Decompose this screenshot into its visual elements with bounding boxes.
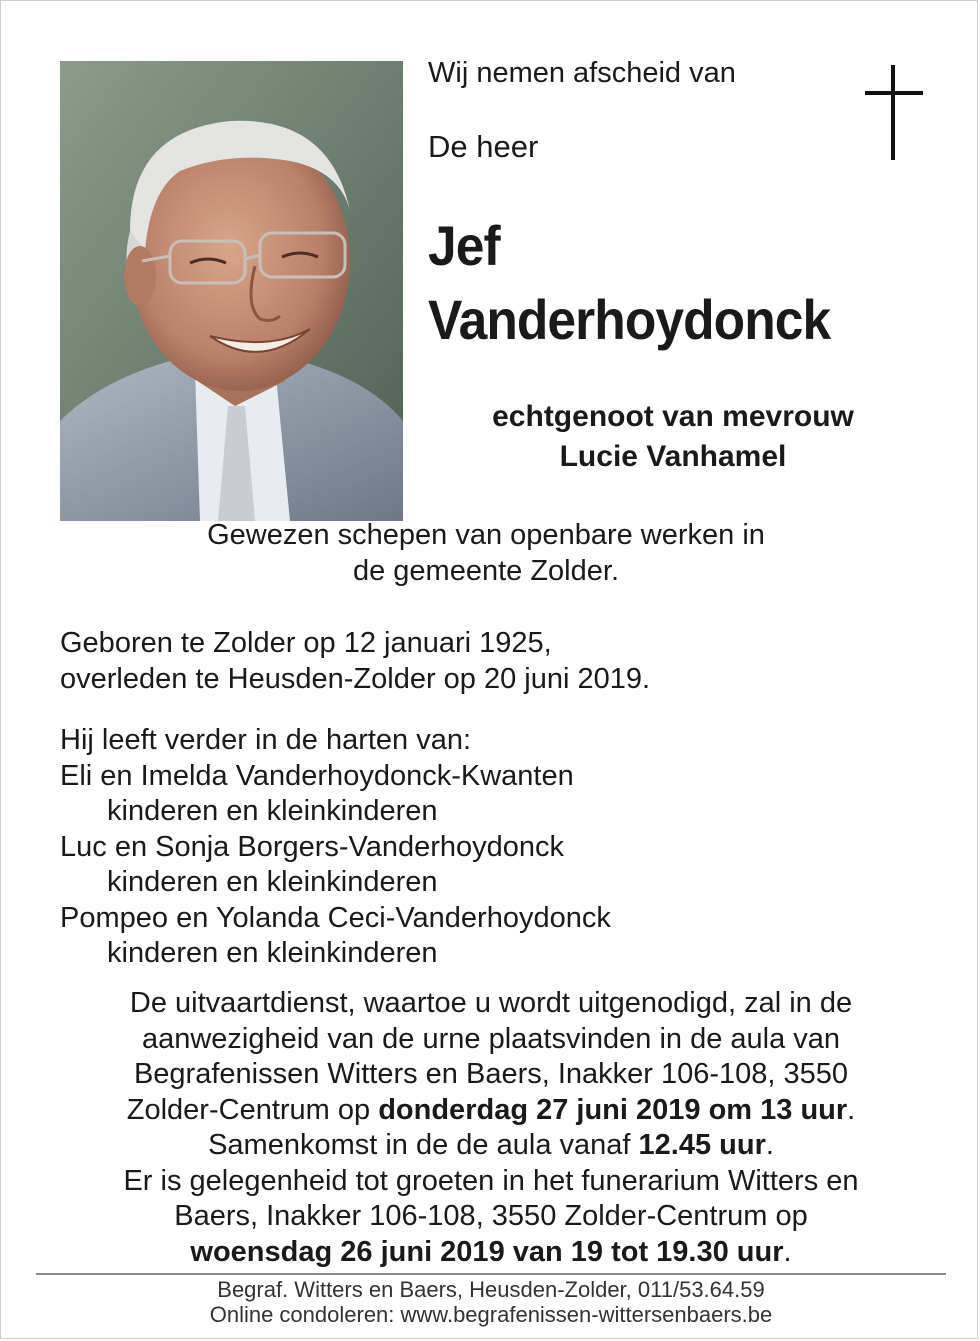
ceremony-date-suffix: . xyxy=(847,1093,856,1126)
ceremony-block xyxy=(41,986,941,1270)
family-member-sub: kinderen en kleinkinderen xyxy=(107,795,438,827)
latin-cross-icon xyxy=(865,65,923,160)
ceremony-line: Er is gelegenheid tot groeten in het funerarium Witters en xyxy=(123,1164,859,1197)
footer xyxy=(41,1277,941,1327)
first-name: Jef xyxy=(428,214,500,277)
gathering-time: 12.45 uur xyxy=(638,1129,766,1161)
ceremony-line: Begrafenissen Witters en Baers, Inakker 106-108, 3550 xyxy=(133,1058,849,1090)
intro-text: Wij nemen afscheid van xyxy=(428,57,736,89)
last-name: Vanderhoydonck xyxy=(428,288,831,351)
footer-contact: Begraf. Witters en Baers, Heusden-Zolder, 011/53.64.59 xyxy=(217,1277,765,1302)
spouse-block xyxy=(428,397,918,477)
gathering-prefix: Samenkomst in de de aula vanaf xyxy=(208,1129,639,1161)
portrait-photo xyxy=(60,61,403,521)
deceased-name xyxy=(428,209,830,357)
spouse-line2: Lucie Vanhamel xyxy=(559,440,787,473)
visitation-suffix: . xyxy=(783,1235,792,1268)
portrait-image xyxy=(60,61,403,521)
footer-online-condolence: Online condoleren: www.begrafenissen-wittersenbaers.be xyxy=(209,1302,773,1327)
gathering-suffix: . xyxy=(765,1129,774,1161)
family-member-sub: kinderen en kleinkinderen xyxy=(107,866,438,898)
birth-line: Geboren te Zolder op 12 januari 1925, xyxy=(60,627,552,659)
function-line2: de gemeente Zolder. xyxy=(352,555,619,587)
death-line: overleden te Heusden-Zolder op 20 juni 2019. xyxy=(60,663,651,695)
function-line1: Gewezen schepen van openbare werken in xyxy=(207,519,765,551)
dates-block xyxy=(60,625,650,697)
honorific: De heer xyxy=(428,129,539,164)
ceremony-date-prefix: Zolder-Centrum op xyxy=(126,1093,379,1126)
function-block xyxy=(111,517,861,589)
family-block xyxy=(60,723,611,972)
ceremony-date-line xyxy=(41,1093,941,1129)
visitation-time: woensdag 26 juni 2019 van 19 tot 19.30 uur xyxy=(190,1235,784,1268)
family-member-name: Luc en Sonja Borgers-Vanderhoydonck xyxy=(60,830,565,863)
ceremony-date: donderdag 27 juni 2019 om 13 uur xyxy=(378,1093,848,1126)
family-member-sub: kinderen en kleinkinderen xyxy=(107,937,438,969)
spouse-line1: echtgenoot van mevrouw xyxy=(492,400,854,433)
footer-divider xyxy=(36,1273,946,1275)
ceremony-line: De uitvaartdienst, waartoe u wordt uitgenodigd, zal in de xyxy=(129,987,853,1019)
ceremony-line: aanwezigheid van de urne plaatsvinden in de aula van xyxy=(141,1022,841,1055)
gathering-line xyxy=(41,1128,941,1164)
family-member-name: Eli en Imelda Vanderhoydonck-Kwanten xyxy=(60,759,574,792)
visitation-line xyxy=(41,1235,941,1271)
ceremony-line: Baers, Inakker 106-108, 3550 Zolder-Centrum op xyxy=(174,1200,808,1232)
family-member-name: Pompeo en Yolanda Ceci-Vanderhoydonck xyxy=(60,901,611,934)
family-intro: Hij leeft verder in de harten van: xyxy=(60,724,472,756)
